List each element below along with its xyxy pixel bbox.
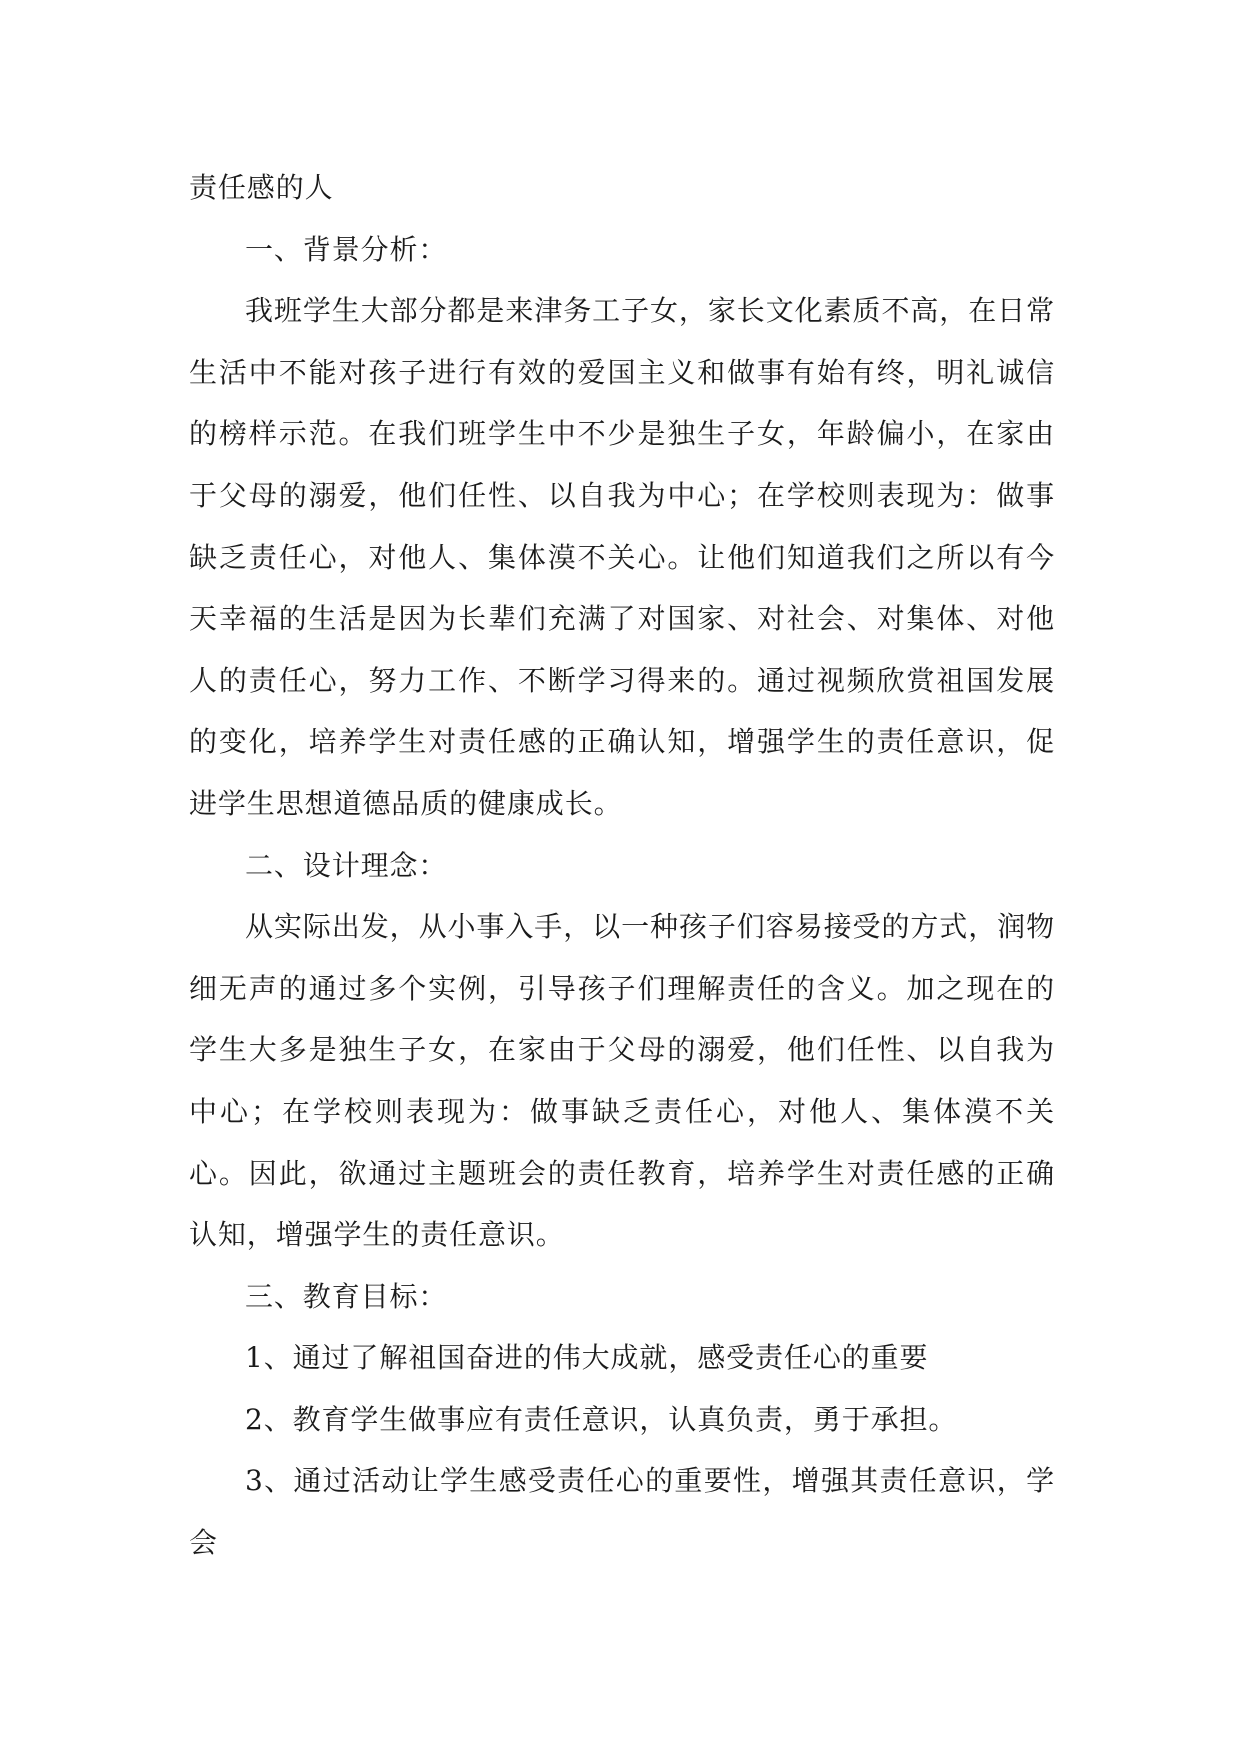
section-heading-design-concept: 二、设计理念： [245, 848, 448, 882]
paragraph-background: 我班学生大部分都是来津务工子女，家长文化素质不高，在日常生活中不能对孩子进行有效的爱国主义和做事有始有终，明礼诚信的榜样示范。在我们班学生中不少是独生子女，年龄偏小，在家由于父母的溺爱，他们任性、以自我为中心；在学校则表现为：做事缺乏责任心，对他人、集体漠不关心。让他们知道我们之所以有今天幸福的生活是因为长辈们充满了对国家、对社会、对集体、对他人的责任心，努力工作、不断学习得来的。通过视频欣赏祖国发展的变化，培养学生对责任感的正确认知，增强学生的责任意识，促进学生思想道德品质的健康成长。 [189, 294, 1055, 820]
goal-item-3: 3、通过活动让学生感受责任心的重要性，增强其责任意识，学会 [189, 1464, 1055, 1560]
goal-item-2: 2、教育学生做事应有责任意识，认真负责，勇于承担。 [245, 1402, 958, 1436]
section-heading-education-goals: 三、教育目标： [245, 1279, 448, 1313]
paragraph-design-concept: 从实际出发，从小事入手，以一种孩子们容易接受的方式，润物细无声的通过多个实例，引导孩子们理解责任的含义。加之现在的学生大多是独生子女，在家由于父母的溺爱，他们任性、以自我为中心；在学校则表现为：做事缺乏责任心，对他人、集体漠不关心。因此，欲通过主题班会的责任教育，培养学生对责任感的正确认知，增强学生的责任意识。 [189, 910, 1055, 1252]
document-body [189, 157, 1055, 1574]
goal-item-1: 1、通过了解祖国奋进的伟大成就，感受责任心的重要 [245, 1341, 929, 1375]
opening-line: 责任感的人 [189, 171, 334, 204]
section-heading-background: 一、背景分析： [245, 232, 448, 266]
